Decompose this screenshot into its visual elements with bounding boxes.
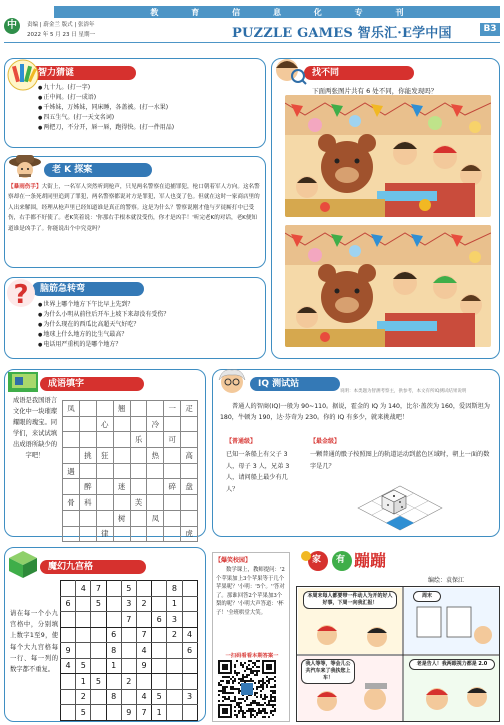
sudoku-cell[interactable]: 3 [182, 689, 197, 705]
idiom-cell[interactable] [79, 416, 96, 432]
idiom-cell[interactable]: 律 [96, 526, 113, 542]
comic-caption-weekend: 周末 [413, 591, 441, 602]
idiom-cell[interactable]: 可 [164, 432, 181, 448]
comic-title [296, 548, 500, 570]
sudoku-cell[interactable] [167, 643, 182, 659]
spot-picture-bottom [285, 225, 491, 347]
sudoku-cell[interactable]: 4 [76, 581, 91, 597]
sudoku-heading: 魔幻九宫格 [40, 560, 146, 574]
spot-picture-top [285, 95, 491, 217]
idiom-cell[interactable]: 高 [181, 448, 198, 464]
idiom-cell[interactable] [164, 463, 181, 479]
sudoku-row [61, 658, 198, 674]
idiom-cell[interactable] [96, 479, 113, 495]
sudoku-cell[interactable]: 8 [106, 689, 121, 705]
riddle-item: ● 两把刀，不分开，唇一唇，跑得快。(打一件用品) [38, 123, 174, 133]
idiom-cell[interactable] [63, 510, 80, 526]
idiom-cell[interactable] [63, 526, 80, 542]
comic-speech-bubble: 我人等等，等会儿公共汽车来了我扶您上车！ [301, 659, 355, 684]
sudoku-cell[interactable] [76, 643, 91, 659]
idiom-grid-row [63, 401, 198, 417]
idiom-cell[interactable] [181, 510, 198, 526]
book-icon [6, 368, 42, 394]
teasers-heading: 脑筋急转弯 [32, 282, 144, 296]
teaser-item: ● 为什么小明从前往后开车上坡下来却没有受伤？ [38, 310, 169, 320]
slogan-char: 教 [150, 6, 159, 17]
riddle-item: ● 千姊妹，万姊妹，同床睡，各盖被。(打一水果) [38, 103, 174, 113]
pencils-icon [6, 58, 40, 92]
idiom-cell[interactable] [181, 432, 198, 448]
idiom-cell[interactable]: 挑 [79, 448, 96, 464]
sudoku-cell[interactable]: 6 [61, 596, 76, 612]
question-mark-icon [6, 276, 36, 310]
iq-level-1-label: 【普通级】 [226, 438, 257, 445]
sudoku-cell[interactable] [152, 627, 167, 643]
spot-heading: 找不同 [304, 66, 414, 80]
detective-icon [6, 152, 44, 182]
idiom-cell[interactable]: 科 [79, 495, 96, 511]
idiom-cell[interactable]: 冷 [147, 416, 164, 432]
idiom-cell[interactable] [96, 401, 113, 417]
sudoku-cell[interactable] [106, 596, 121, 612]
idiom-cell[interactable] [63, 448, 80, 464]
idiom-grid [62, 400, 198, 542]
sudoku-cell[interactable] [76, 627, 91, 643]
sudoku-cell[interactable] [61, 705, 76, 721]
sudoku-cell[interactable] [121, 643, 136, 659]
idiom-cell[interactable] [63, 432, 80, 448]
idiom-cell[interactable] [79, 401, 96, 417]
iq-note: 说明：本类题为智测考察主，供参考，本文有所IQ测试结果说明 [340, 389, 467, 394]
teasers-list [38, 300, 169, 350]
idiom-cell[interactable] [130, 526, 147, 542]
sudoku-cell[interactable]: 1 [167, 596, 182, 612]
idiom-cell[interactable] [181, 463, 198, 479]
comic-title-char: 家 [312, 555, 322, 565]
sudoku-cell[interactable]: 4 [136, 643, 151, 659]
idiom-cell[interactable] [147, 479, 164, 495]
campus-title: 【爆笑校园】 [215, 557, 252, 564]
idiom-cell[interactable]: 热 [147, 448, 164, 464]
iq-heading: IQ 测试站 [250, 377, 340, 391]
sudoku-cell[interactable]: 5 [91, 596, 106, 612]
sudoku-cell[interactable] [61, 689, 76, 705]
idiom-cell[interactable] [96, 495, 113, 511]
idiom-cell[interactable]: 碎 [164, 479, 181, 495]
idiom-grid-row [63, 463, 198, 479]
comic-title-char: 有 [336, 555, 346, 565]
idiom-cell[interactable] [147, 526, 164, 542]
sudoku-cell[interactable] [61, 674, 76, 690]
idiom-grid-row [63, 495, 198, 511]
sudoku-cell[interactable]: 8 [106, 643, 121, 659]
idiom-cell[interactable] [96, 510, 113, 526]
sudoku-cell[interactable] [91, 658, 106, 674]
sudoku-cell[interactable]: 9 [136, 658, 151, 674]
idiom-cell[interactable]: 遇 [63, 463, 80, 479]
idiom-cell[interactable] [79, 432, 96, 448]
sudoku-row [61, 581, 198, 597]
idiom-cell[interactable]: 狂 [96, 448, 113, 464]
sudoku-cell[interactable]: 6 [106, 627, 121, 643]
idiom-cell[interactable] [130, 479, 147, 495]
masthead-title: PUZZLE GAMES 智乐汇·E学中国 [232, 26, 452, 41]
sudoku-cell[interactable] [182, 596, 197, 612]
sudoku-cell[interactable]: 1 [106, 658, 121, 674]
scientist-icon [214, 366, 250, 398]
sudoku-cell[interactable] [167, 689, 182, 705]
idiom-cell[interactable]: 树 [113, 510, 130, 526]
idiom-grid-row [63, 432, 198, 448]
sudoku-cell[interactable] [106, 705, 121, 721]
sudoku-row [61, 689, 198, 705]
idiom-cell[interactable] [164, 495, 181, 511]
idiom-cell[interactable] [79, 463, 96, 479]
idiom-grid-row [63, 479, 198, 495]
sudoku-row [61, 643, 198, 659]
sudoku-cell[interactable]: 7 [121, 612, 136, 628]
idiom-cell[interactable] [113, 495, 130, 511]
sudoku-cell[interactable] [136, 581, 151, 597]
spot-subtitle: 下面两张图片共有 6 处不同，你能发现吗？ [312, 87, 438, 95]
sudoku-row [61, 627, 198, 643]
idiom-cell[interactable]: 骨 [63, 495, 80, 511]
sudoku-cell[interactable] [91, 705, 106, 721]
sudoku-cell[interactable] [61, 627, 76, 643]
sudoku-cell[interactable] [167, 674, 182, 690]
masthead-editors: 责编 | 蔚金兰 版式 | 张浴年 [27, 22, 95, 28]
sudoku-cell[interactable] [152, 643, 167, 659]
iq-level-2-label: 【最金级】 [310, 438, 341, 445]
masthead-logo: 中 [4, 18, 20, 34]
riddle-item: ● 四五生气。(打一天文名词) [38, 113, 174, 123]
sudoku-cell[interactable] [167, 658, 182, 674]
idiom-cell[interactable] [147, 432, 164, 448]
riddle-item: ● 正中间。(打一成语) [38, 93, 174, 103]
idiom-cell[interactable] [113, 526, 130, 542]
sudoku-cell[interactable] [152, 581, 167, 597]
sudoku-cell[interactable] [106, 674, 121, 690]
idiom-cell[interactable] [113, 448, 130, 464]
masthead [0, 0, 504, 44]
sudoku-cell[interactable] [152, 674, 167, 690]
idiom-cell[interactable] [164, 448, 181, 464]
sudoku-cell[interactable] [182, 705, 197, 721]
idiom-cell[interactable]: 凤 [147, 510, 164, 526]
magnifier-girl-icon [273, 56, 307, 86]
idiom-grid-row [63, 510, 198, 526]
sudoku-cell[interactable] [136, 674, 151, 690]
sudoku-cell[interactable] [106, 581, 121, 597]
idiom-cell[interactable] [96, 432, 113, 448]
sudoku-cell[interactable]: 6 [182, 643, 197, 659]
idiom-grid-row [63, 416, 198, 432]
sudoku-cell[interactable] [91, 689, 106, 705]
idiom-cell[interactable]: 虎 [181, 526, 198, 542]
masthead-slogan [54, 6, 500, 18]
masthead-rule [4, 42, 500, 43]
sudoku-cell[interactable]: 2 [136, 596, 151, 612]
teaser-item: ● 世界上哪个地方下午比早上先到？ [38, 300, 169, 310]
sudoku-cell[interactable]: 5 [76, 658, 91, 674]
idiom-cell[interactable] [130, 401, 147, 417]
sudoku-cell[interactable]: 7 [136, 705, 151, 721]
story-text: 大街上，一名军人突然听到枪声，只见两名警察在追捕罪犯，枪口朝着军人方向。这名警察却在一条死胡同里追到了罪犯，两名警察都说对方是罪犯，军人也变了色。但就在这时一家商店里的人出来解围，经理从枪声里已经知道谁是真正的警察。这是为什么？警察说刚才他与歹徒厮打中已受伤，右手都不好使了。老K笑着说：'你那右手根本就没受伤，你才是凶手！'听完老K的对话，老K便知道谁是凶手了。你能说出个中究竟吗？ [8, 184, 260, 232]
sudoku-cell[interactable] [152, 596, 167, 612]
sudoku-cell[interactable] [61, 581, 76, 597]
idiom-grid-row [63, 526, 198, 542]
sudoku-cell[interactable]: 3 [121, 596, 136, 612]
idiom-cell[interactable] [181, 416, 198, 432]
sudoku-cell[interactable] [91, 612, 106, 628]
sudoku-cell[interactable]: 2 [76, 689, 91, 705]
idiom-instructions: 成语是我国语言文化中一块璀璨耀眼的瑰宝。同学们，来试试填出成语所缺少的字吧！ [12, 397, 58, 459]
idiom-grid-row [63, 448, 198, 464]
cube-icon [6, 549, 40, 579]
slogan-char: 刊 [395, 6, 404, 17]
idiom-cell[interactable] [113, 416, 130, 432]
idiom-heading: 成语填字 [40, 377, 144, 391]
sudoku-row [61, 705, 198, 721]
sudoku-cell[interactable]: 1 [76, 674, 91, 690]
sudoku-cell[interactable]: 9 [121, 705, 136, 721]
slogan-char: 育 [191, 6, 200, 17]
riddles-heading: 智力猜谜 [30, 66, 136, 80]
sudoku-cell[interactable] [182, 658, 197, 674]
idiom-cell[interactable] [181, 495, 198, 511]
qr-caption: 一扫码看看本期答案一 [225, 653, 279, 659]
sudoku-grid [60, 580, 198, 721]
sudoku-cell[interactable]: 4 [182, 627, 197, 643]
sudoku-cell[interactable]: 2 [121, 674, 136, 690]
sudoku-cell[interactable]: 5 [76, 705, 91, 721]
comic-editor: 编绘：袁保江 [428, 577, 465, 584]
detective-story [8, 182, 260, 234]
idiom-cell[interactable]: 翘 [113, 401, 130, 417]
masthead-date: 2022 年 5 月 23 日 星期一 [27, 32, 95, 38]
iq-question-1: 已知一条船上有父子 3 人，母子 3 人，兄弟 3 人，请问船上最少有几人？ [226, 451, 290, 493]
teaser-item: ● 为什么现在的西瓜比高超天气好吃？ [38, 320, 169, 330]
sudoku-cell[interactable]: 9 [61, 643, 76, 659]
sudoku-row [61, 674, 198, 690]
sudoku-cell[interactable]: 4 [61, 658, 76, 674]
idiom-cell[interactable]: 迷 [113, 479, 130, 495]
idiom-cell[interactable]: 凤 [63, 401, 80, 417]
slogan-char: 息 [272, 6, 281, 17]
page-number: B3 [480, 23, 500, 36]
sudoku-cell[interactable]: 5 [152, 689, 167, 705]
sudoku-cell[interactable]: 7 [91, 581, 106, 597]
dice-track-diagram [348, 478, 452, 536]
idiom-cell[interactable] [130, 510, 147, 526]
sudoku-cell[interactable]: 5 [121, 581, 136, 597]
iq-question-2: 一颗普通的骰子按照图上的轨道运动到蓝色区域时，朝上一面的数字是几？ [310, 451, 490, 470]
idiom-cell[interactable]: 乐 [130, 432, 147, 448]
sudoku-cell[interactable] [152, 658, 167, 674]
sudoku-cell[interactable]: 8 [167, 581, 182, 597]
sudoku-cell[interactable]: 6 [152, 612, 167, 628]
slogan-char: 化 [313, 6, 322, 17]
idiom-cell[interactable] [147, 495, 164, 511]
sudoku-cell[interactable] [167, 705, 182, 721]
idiom-cell[interactable]: 醉 [79, 479, 96, 495]
teaser-item: ● 电话用严重机的是哪个地方？ [38, 340, 169, 350]
slogan-char: 专 [354, 6, 363, 17]
sudoku-cell[interactable] [182, 674, 197, 690]
sudoku-cell[interactable]: 4 [136, 689, 151, 705]
idiom-cell[interactable] [63, 479, 80, 495]
sudoku-cell[interactable] [121, 627, 136, 643]
idiom-cell[interactable] [96, 463, 113, 479]
sudoku-cell[interactable] [76, 612, 91, 628]
slogan-char: 信 [232, 6, 241, 17]
teaser-item: ● 地球上什么地方的比生气最高？ [38, 330, 169, 340]
sudoku-cell[interactable] [91, 627, 106, 643]
idiom-cell[interactable] [113, 432, 130, 448]
sudoku-cell[interactable]: 1 [152, 705, 167, 721]
qr-code[interactable] [218, 660, 276, 718]
sudoku-cell[interactable] [76, 596, 91, 612]
sudoku-instructions: 请在每一个小九宫格中，分别填上数字1至9，使每个大九宫格每一行、每一列的数字都不重复。 [10, 610, 58, 674]
story-column-label: 【暴雨伤手】 [8, 184, 42, 190]
sudoku-row [61, 612, 198, 628]
comic-speech-bubble: 本周末每人都要带一件动人为开的好人好事，下周一向我汇报！ [303, 591, 397, 609]
idiom-cell[interactable] [164, 416, 181, 432]
idiom-cell[interactable] [147, 463, 164, 479]
party-scene-illustration [285, 225, 491, 347]
comic-title-char: 蹦蹦 [354, 551, 387, 570]
sudoku-cell[interactable] [121, 689, 136, 705]
idiom-cell[interactable] [79, 526, 96, 542]
sudoku-row [61, 596, 198, 612]
idiom-cell[interactable]: 盘 [181, 479, 198, 495]
sudoku-cell[interactable]: 3 [167, 612, 182, 628]
sudoku-cell[interactable] [182, 612, 197, 628]
campus-text: 数学课上，教师提问：'2个苹果加上3个苹果等于几个苹果呢？'小明：'5个。''答对了。那谁回答2个苹果加3个梨的呢？'小明大声答道：'杯子！'全班哄堂大笑。 [216, 567, 285, 616]
idiom-cell[interactable] [147, 401, 164, 417]
sudoku-cell[interactable] [182, 581, 197, 597]
sudoku-cell[interactable]: 5 [91, 674, 106, 690]
sudoku-cell[interactable] [91, 643, 106, 659]
idiom-cell[interactable] [63, 416, 80, 432]
sudoku-cell[interactable] [121, 658, 136, 674]
sudoku-cell[interactable] [136, 612, 151, 628]
riddle-item: ● 九十九。(打一字) [38, 83, 174, 93]
idiom-cell[interactable]: 疋 [181, 401, 198, 417]
svg-text:?: ? [13, 280, 29, 310]
idiom-cell[interactable]: 芙 [130, 495, 147, 511]
idiom-cell[interactable] [164, 510, 181, 526]
comic-speech-bubble: 老是告人！我两眼视力都是 2.0 [409, 659, 495, 670]
idiom-cell[interactable] [130, 448, 147, 464]
sudoku-cell[interactable]: 2 [167, 627, 182, 643]
idiom-cell[interactable] [164, 526, 181, 542]
iq-intro: 普通人的智商(IQ)一般为 90~110。据说，霍金的 IQ 为 140，比尔·盖茨为 160，爱因斯坦为 180，牛顿为 190，达·芬奇为 230。你的 IQ 有多少，就来挑战吧！ [220, 403, 490, 421]
comic-strip [296, 586, 500, 722]
sudoku-cell[interactable]: 7 [136, 627, 151, 643]
detective-heading: 老 K 探案 [44, 163, 152, 177]
idiom-cell[interactable]: 心 [96, 416, 113, 432]
idiom-cell[interactable] [130, 416, 147, 432]
idiom-cell[interactable] [113, 463, 130, 479]
idiom-cell[interactable] [130, 463, 147, 479]
riddles-list [38, 83, 174, 133]
idiom-cell[interactable]: 一 [164, 401, 181, 417]
party-scene-illustration [285, 95, 491, 217]
sudoku-cell[interactable] [106, 612, 121, 628]
sudoku-cell[interactable] [61, 612, 76, 628]
idiom-cell[interactable] [79, 510, 96, 526]
